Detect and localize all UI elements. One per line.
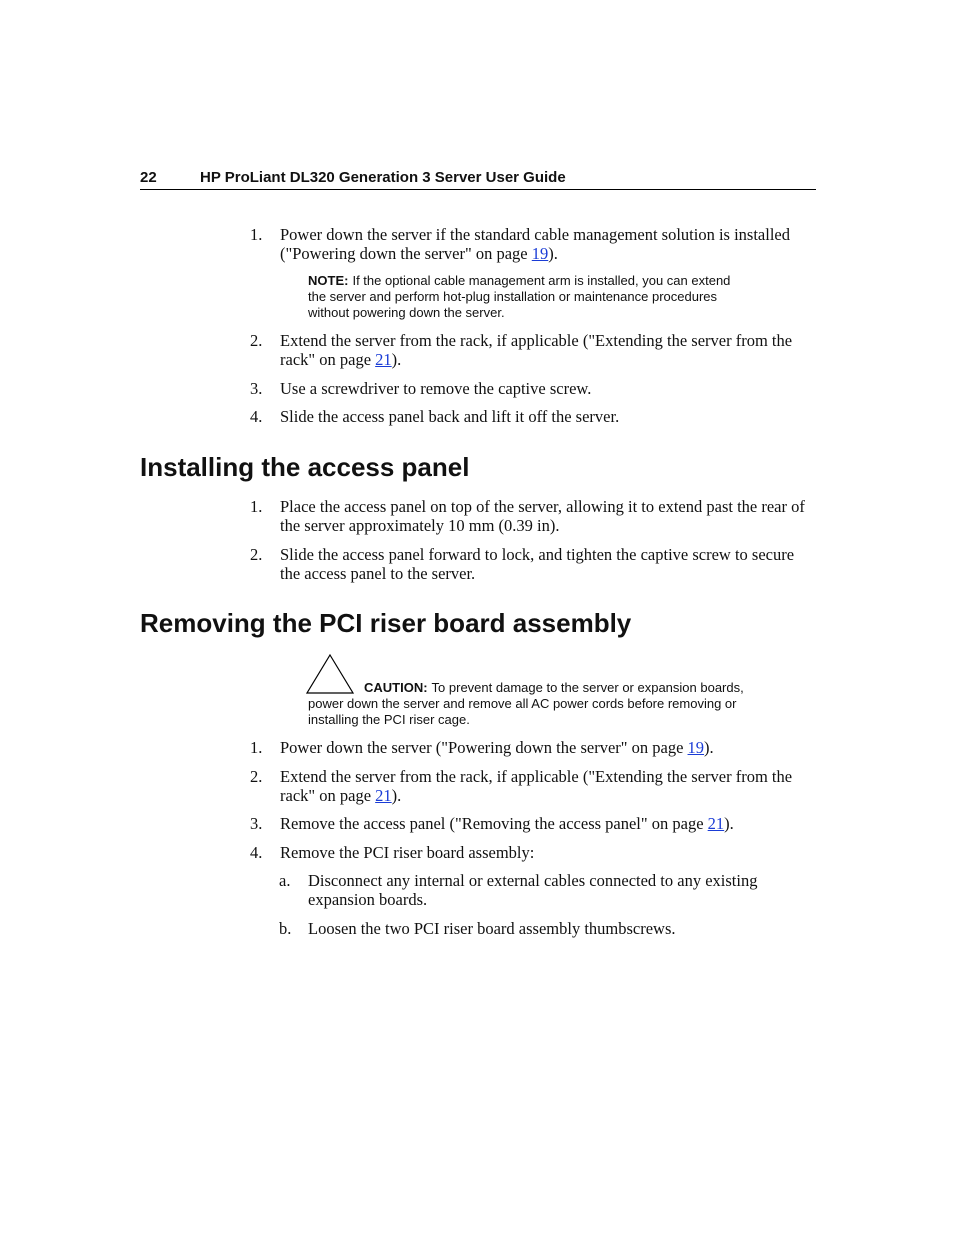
list-item	[250, 843, 816, 862]
step-text-end: ).	[724, 814, 734, 833]
list-item	[250, 331, 816, 369]
sub-list-item	[279, 871, 819, 909]
substep-text: Disconnect any internal or external cables connected to any existing expansion boards.	[308, 871, 758, 909]
page-link[interactable]: 19	[531, 244, 549, 263]
caution-label: CAUTION:	[364, 680, 428, 695]
step-number: 2.	[250, 331, 263, 350]
caution-box	[308, 680, 748, 728]
list-item	[250, 814, 816, 833]
section-heading: Installing the access panel	[140, 452, 470, 482]
step-number: 3.	[250, 379, 263, 398]
step-text: Power down the server if the standard cable management solution is installed ("Powering down the server" on page	[280, 225, 790, 263]
substep-letter: b.	[279, 919, 292, 938]
step-text: Slide the access panel back and lift it off the server.	[280, 407, 620, 426]
page-link[interactable]: 19	[687, 738, 705, 757]
page-header	[140, 167, 816, 190]
caution-text: To prevent damage to the server or expansion boards, power down the server and remove all AC power cords before removing or installing the PCI riser cage.	[308, 680, 744, 727]
step-text: Remove the PCI riser board assembly:	[280, 843, 535, 862]
step-text: Extend the server from the rack, if applicable ("Extending the server from the rack" on page	[280, 767, 793, 805]
note-box	[308, 273, 748, 321]
list-item	[250, 497, 816, 535]
list-item	[250, 738, 816, 757]
list-item	[250, 225, 816, 263]
step-text: Remove the access panel ("Removing the access panel" on page	[280, 814, 708, 833]
step-text: Power down the server ("Powering down the server" on page	[280, 738, 688, 757]
note-label: NOTE:	[308, 273, 349, 288]
page-link[interactable]: 21	[375, 350, 392, 369]
page-number: 22	[140, 169, 157, 186]
substep-text: Loosen the two PCI riser board assembly thumbscrews.	[308, 919, 676, 938]
step-number: 4.	[250, 843, 263, 862]
document-title: HP ProLiant DL320 Generation 3 Server User Guide	[200, 169, 566, 186]
step-text: Use a screwdriver to remove the captive screw.	[280, 379, 592, 398]
step-number: 4.	[250, 407, 263, 426]
step-text: Place the access panel on top of the server, allowing it to extend past the rear of the server approximately 10 mm (0.39 in).	[280, 497, 805, 535]
list-item	[250, 545, 816, 583]
step-number: 3.	[250, 814, 263, 833]
page-link[interactable]: 21	[375, 786, 392, 805]
step-text-end: ).	[391, 786, 402, 805]
step-number: 2.	[250, 767, 263, 786]
substep-letter: a.	[279, 871, 291, 890]
step-text: Slide the access panel forward to lock, and tighten the captive screw to secure the access panel to the server.	[280, 545, 795, 583]
step-number: 1.	[250, 738, 263, 757]
note-text: If the optional cable management arm is installed, you can extend the server and perform hot-plug installation or maintenance procedures without powering down the server.	[308, 273, 731, 320]
step-text: Extend the server from the rack, if applicable ("Extending the server from the rack" on page	[280, 331, 793, 369]
section-heading: Removing the PCI riser board assembly	[140, 608, 632, 638]
list-item	[250, 379, 816, 398]
step-text-end: ).	[548, 244, 558, 263]
step-text-end: ).	[704, 738, 714, 757]
list-item	[250, 407, 816, 426]
page-link[interactable]: 21	[707, 814, 725, 833]
list-item	[250, 767, 816, 805]
sub-list-item	[279, 919, 819, 938]
step-number: 1.	[250, 497, 263, 516]
step-text-end: ).	[391, 350, 402, 369]
step-number: 2.	[250, 545, 263, 564]
step-number: 1.	[250, 225, 263, 244]
